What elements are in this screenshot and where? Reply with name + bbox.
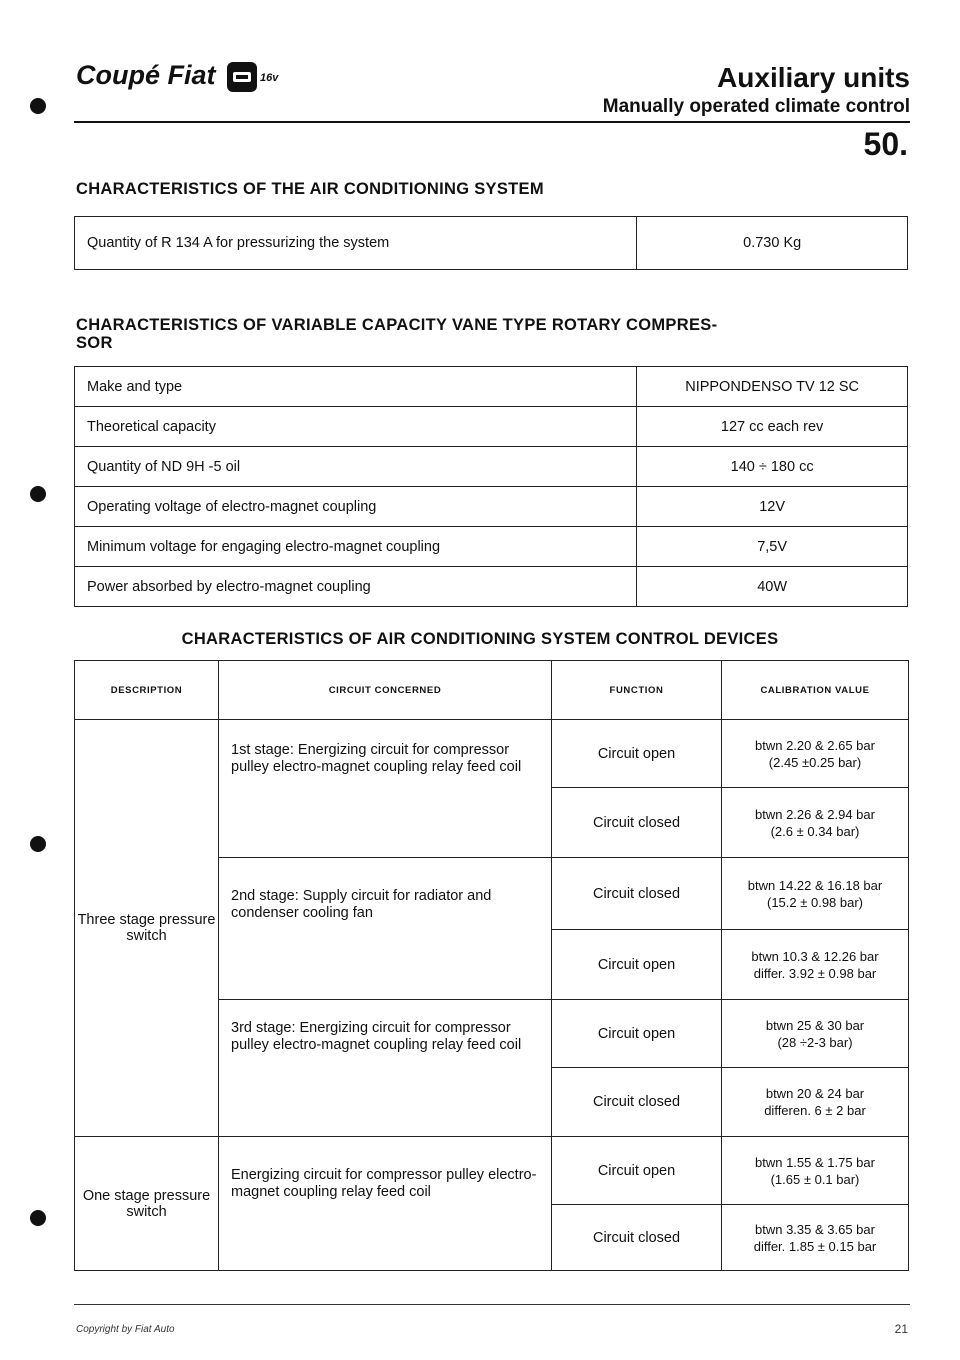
spec-value: 7,5V [637, 527, 908, 567]
calibration-detail: (28 ÷2-3 bar) [777, 1034, 853, 1050]
circuit-concerned: 2nd stage: Supply circuit for radiator and condenser cooling fan [219, 858, 552, 1000]
compressor-heading [76, 316, 717, 352]
spec-value: 140 ÷ 180 cc [637, 447, 908, 487]
spec-label: Quantity of ND 9H -5 oil [75, 447, 637, 487]
spec-value: 12V [637, 487, 908, 527]
spec-label: Operating voltage of electro-magnet coupling [75, 487, 637, 527]
binder-hole [30, 486, 46, 502]
circuit-concerned: 1st stage: Energizing circuit for compressor pulley electro-magnet coupling relay feed coil [219, 720, 552, 858]
spec-value: NIPPONDENSO TV 12 SC [637, 367, 908, 407]
device-description: Three stage pressure switch [75, 720, 219, 1137]
column-header: CIRCUIT CONCERNED [219, 661, 552, 720]
column-header: FUNCTION [552, 661, 722, 720]
function-cell: Circuit closed [552, 858, 722, 930]
calibration-value [722, 1137, 909, 1205]
fiat-logo-icon [225, 60, 259, 94]
spec-label: Quantity of R 134 A for pressurizing the system [75, 217, 637, 270]
column-header: DESCRIPTION [75, 661, 219, 720]
calibration-detail: differ. 1.85 ± 0.15 bar [753, 1238, 877, 1254]
calibration-value [722, 720, 909, 788]
control-devices-heading: CHARACTERISTICS OF AIR CONDITIONING SYSTEM CONTROL DEVICES [181, 630, 779, 648]
circuit-concerned: 3rd stage: Energizing circuit for compressor pulley electro-magnet coupling relay feed coil [219, 1000, 552, 1137]
section-number: 50. [863, 126, 908, 162]
compressor-heading-line2: SOR [76, 334, 113, 352]
calibration-value [722, 1205, 909, 1271]
calibration-range: btwn 10.3 & 12.26 bar [751, 948, 879, 964]
table-row [75, 217, 908, 270]
calibration-detail: differ. 3.92 ± 0.98 bar [753, 965, 877, 981]
footer-rule [74, 1304, 910, 1305]
calibration-range: btwn 2.20 & 2.65 bar [755, 737, 875, 753]
calibration-range: btwn 2.26 & 2.94 bar [755, 806, 875, 822]
calibration-detail: (15.2 ± 0.98 bar) [766, 894, 864, 910]
table-row [75, 527, 908, 567]
table-row [75, 567, 908, 607]
spec-value: 0.730 Kg [637, 217, 908, 270]
function-cell: Circuit closed [552, 788, 722, 858]
section-title: Auxiliary units [717, 62, 910, 93]
binder-hole [30, 836, 46, 852]
compressor-table [74, 366, 908, 607]
air-conditioning-heading: CHARACTERISTICS OF THE AIR CONDITIONING SYSTEM [76, 180, 544, 198]
logo-suffix: 16v [260, 72, 279, 84]
calibration-value [722, 788, 909, 858]
calibration-range: btwn 20 & 24 bar [765, 1086, 865, 1101]
device-description: One stage pressure switch [75, 1137, 219, 1271]
calibration-range: btwn 1.55 & 1.75 bar [755, 1154, 875, 1170]
calibration-value [722, 930, 909, 1000]
spec-label: Power absorbed by electro-magnet coupling [75, 567, 637, 607]
spec-label: Theoretical capacity [75, 407, 637, 447]
calibration-value [722, 1000, 909, 1068]
spec-label: Make and type [75, 367, 637, 407]
page-number: 21 [894, 1322, 908, 1336]
calibration-value [722, 1068, 909, 1137]
spec-value: 127 cc each rev [637, 407, 908, 447]
copyright-notice: Copyright by Fiat Auto [76, 1324, 175, 1335]
binder-hole [30, 1210, 46, 1226]
calibration-value [722, 858, 909, 930]
function-cell: Circuit closed [552, 1205, 722, 1271]
circuit-concerned: Energizing circuit for compressor pulley electro-magnet coupling relay feed coil [219, 1137, 552, 1271]
brand-name: Coupé Fiat [76, 60, 216, 90]
function-cell: Circuit open [552, 930, 722, 1000]
function-cell: Circuit open [552, 1137, 722, 1205]
air-conditioning-table [74, 216, 908, 270]
calibration-detail: (2.45 ±0.25 bar) [768, 754, 862, 770]
table-row [75, 720, 909, 788]
calibration-detail: (1.65 ± 0.1 bar) [770, 1171, 860, 1187]
calibration-range: btwn 14.22 & 16.18 bar [747, 877, 883, 893]
header-rule [74, 121, 910, 123]
spec-value: 40W [637, 567, 908, 607]
table-row [75, 367, 908, 407]
table-row [75, 407, 908, 447]
function-cell: Circuit closed [552, 1068, 722, 1137]
calibration-detail: (2.6 ± 0.34 bar) [770, 823, 860, 839]
calibration-detail: differen. 6 ± 2 bar [764, 1103, 866, 1118]
column-header: CALIBRATION VALUE [722, 661, 909, 720]
control-devices-table [74, 660, 909, 1271]
binder-hole [30, 98, 46, 114]
function-cell: Circuit open [552, 720, 722, 788]
table-header-row [75, 661, 909, 720]
table-row [75, 447, 908, 487]
spec-label: Minimum voltage for engaging electro-magnet coupling [75, 527, 637, 567]
compressor-heading-line1: CHARACTERISTICS OF VARIABLE CAPACITY VANE TYPE ROTARY COMPRES- [76, 316, 718, 334]
function-cell: Circuit open [552, 1000, 722, 1068]
section-subtitle: Manually operated climate control [602, 96, 910, 117]
calibration-range: btwn 3.35 & 3.65 bar [755, 1221, 875, 1237]
table-row [75, 1137, 909, 1205]
calibration-range: btwn 25 & 30 bar [765, 1017, 865, 1033]
table-row [75, 487, 908, 527]
